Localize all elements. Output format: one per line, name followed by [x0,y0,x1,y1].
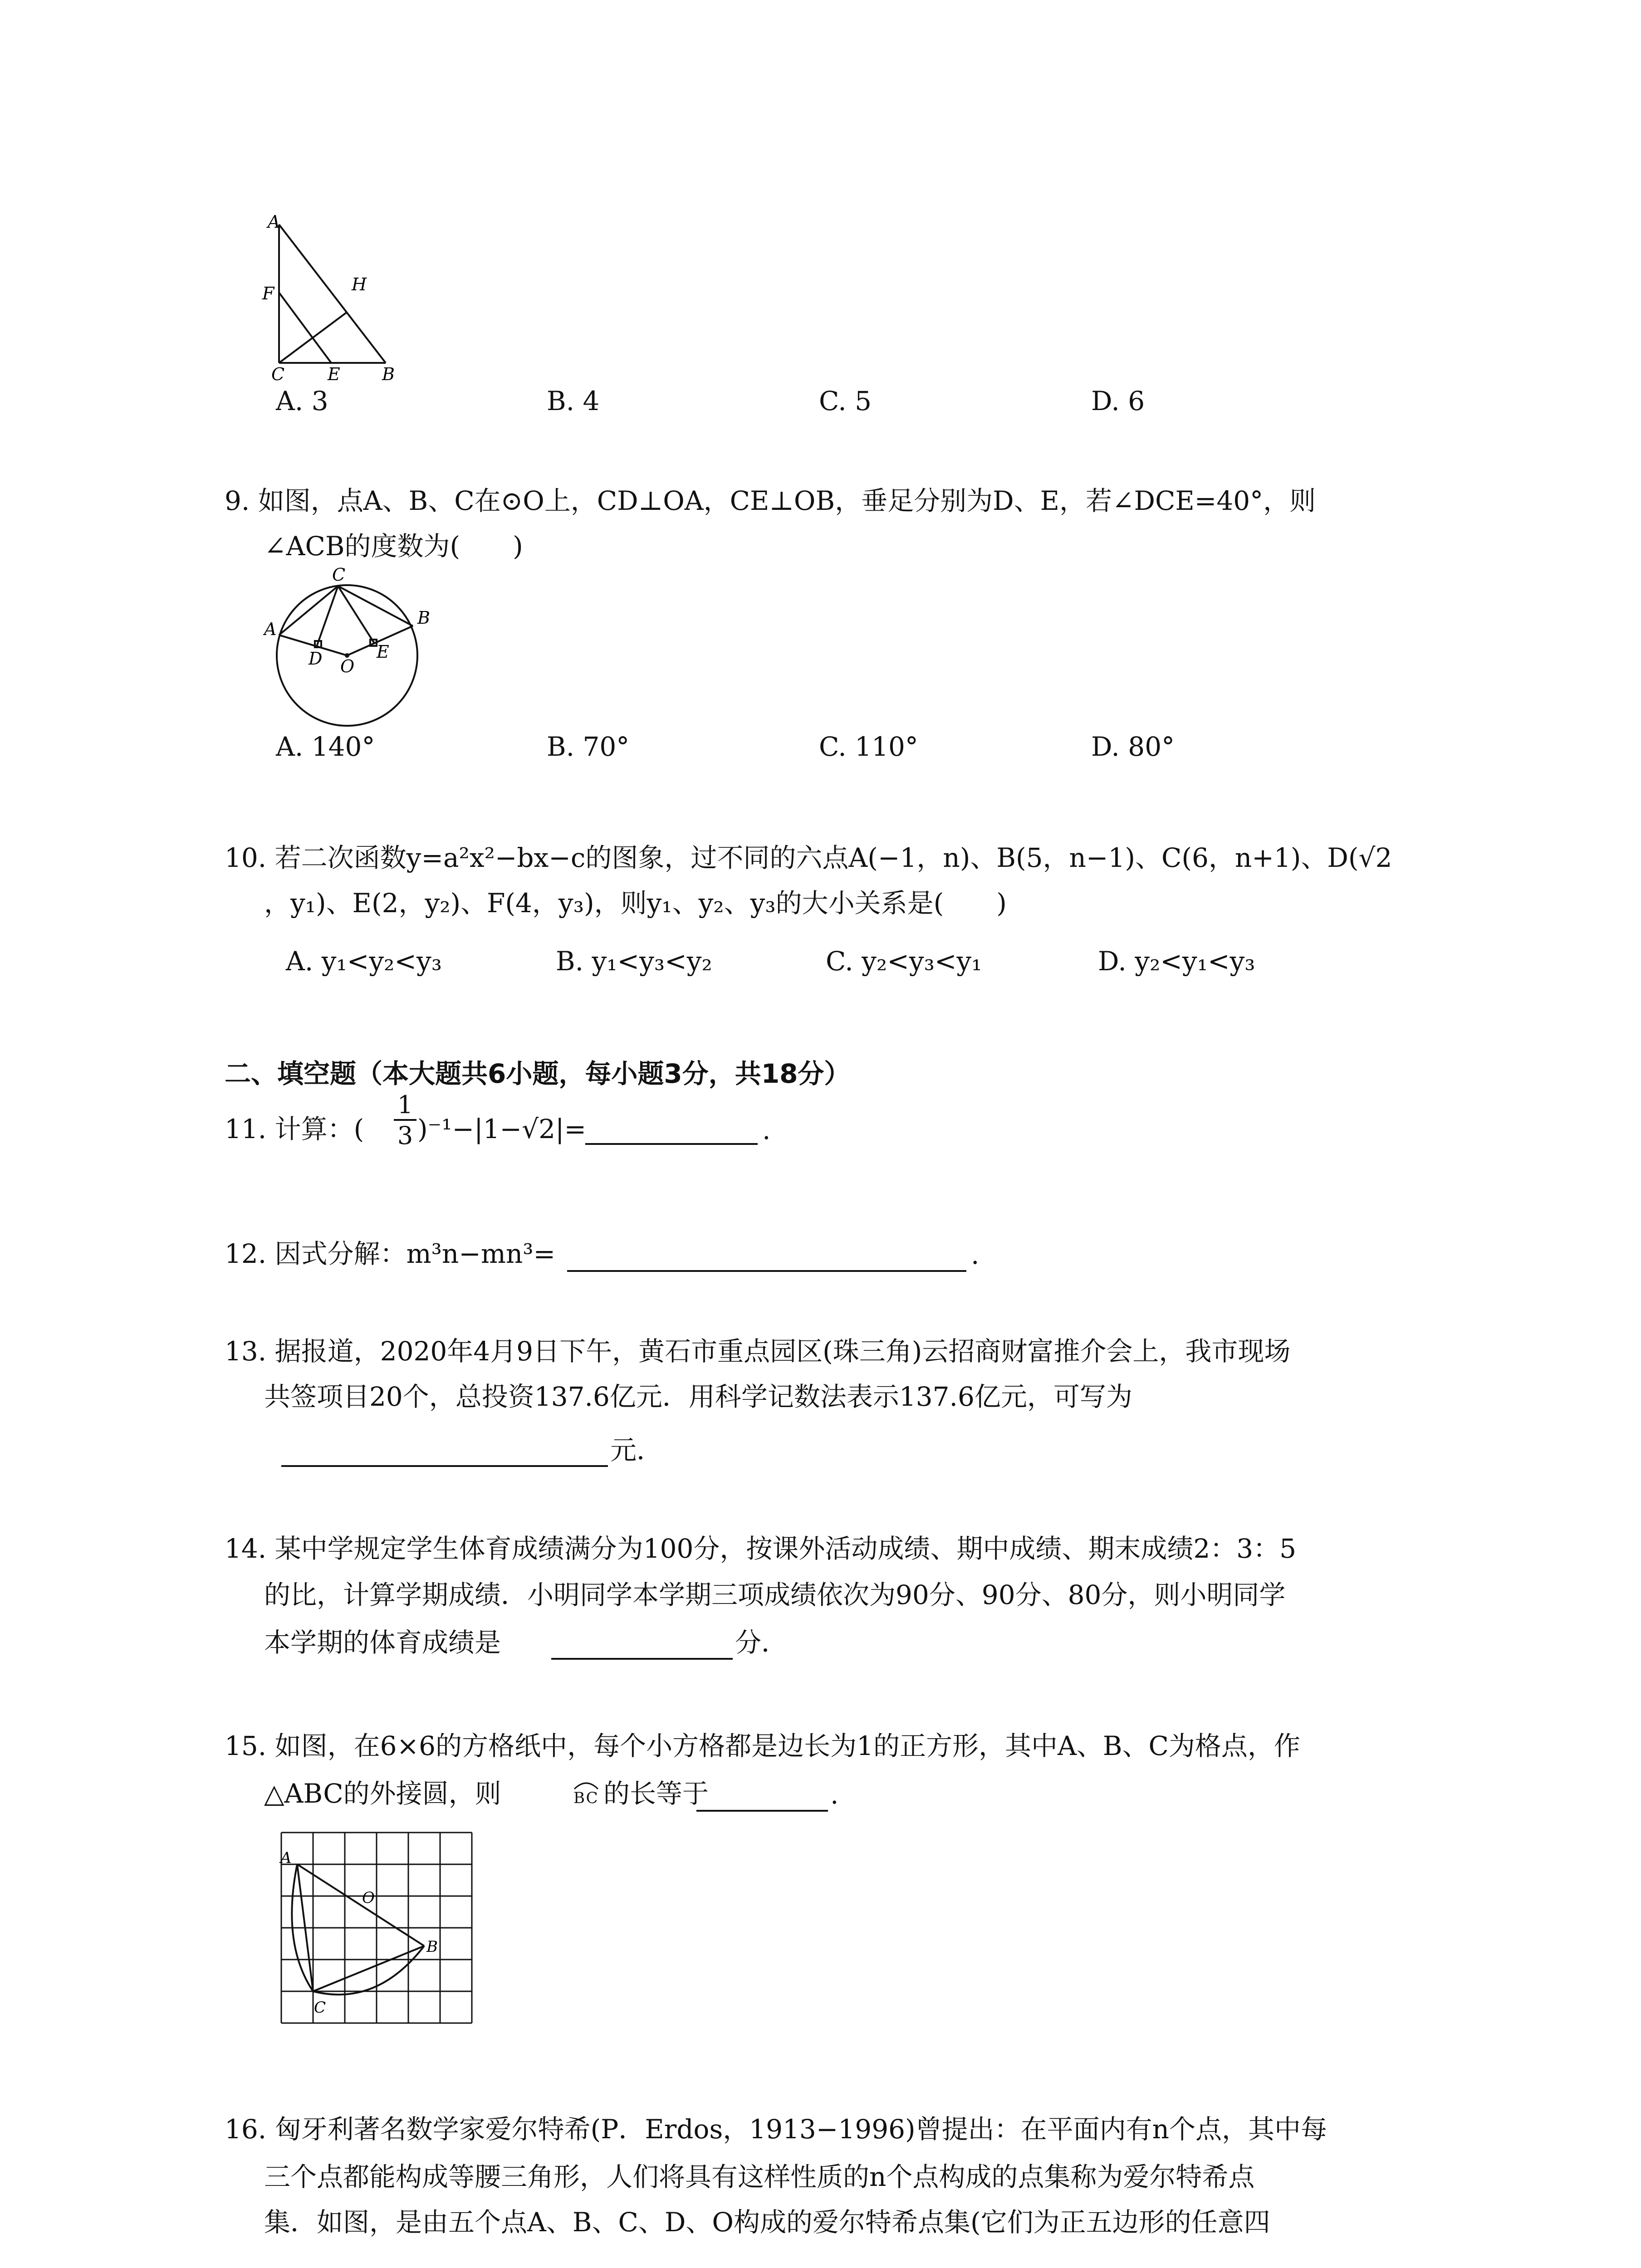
q15-label-a: A [280,1849,292,1867]
q9-label-e: E [377,642,389,662]
q12-answer-blank[interactable] [567,1270,966,1272]
q15-end: . [830,1779,839,1810]
section-2-title: 二、填空题（本大题共6小题，每小题3分，共18分） [225,1058,851,1089]
q10-stem-line1: 10. 若二次函数y=a²x²−bx−c的图象，过不同的六点A(−1，n)、B(5，n−1)、C(6，n+1)、D(√2 [225,842,1392,873]
q8-option-a[interactable]: A. 3 [276,386,328,416]
q16-stem-line1: 16. 匈牙利著名数学家爱尔特希(P．Erdos，1913−1996)曾提出：在平面内有n个点，其中每 [225,2114,1327,2145]
q15-label-b: B [426,1938,438,1956]
q10-stem-line2: ，y₁)、E(2，y₂)、F(4，y₃)，则y₁、y₂、y₃的大小关系是( ) [264,888,1007,919]
q10-option-c[interactable]: C. y₂<y₃<y₁ [826,946,982,977]
q11-fraction-denominator: 3 [397,1121,413,1150]
q15-label-c: C [314,1999,326,2017]
q8-label-e: E [328,364,340,381]
q14-end: 分． [735,1627,788,1658]
q13-answer-blank[interactable] [281,1465,608,1467]
q11-fraction-numerator: 1 [397,1090,413,1119]
q13-stem-line1: 13. 据报道，2020年4月9日下午，黄石市重点园区(珠三角)云招商财富推介会上，我市现场 [225,1336,1291,1367]
q15-grid-figure [272,1826,490,2034]
q8-triangle-figure [254,213,426,381]
q14-stem-line1: 14. 某中学规定学生体育成绩满分为100分，按课外活动成绩、期中成绩、期末成绩2：3：5 [225,1533,1297,1564]
q9-option-a[interactable]: A. 140° [276,731,375,762]
q13-stem-line2: 共签项目20个，总投资137.6亿元．用科学记数法表示137.6亿元，可写为 [264,1381,1132,1412]
q14-answer-blank[interactable] [551,1658,733,1660]
q12-stem: 12. 因式分解：m³n−mn³= [225,1238,556,1269]
q9-circle-figure [263,567,440,735]
q15-stem-line2-mid: 的长等于 [603,1778,709,1809]
q9-label-a: A [264,619,277,639]
q8-label-f: F [262,284,274,303]
q8-label-a: A [268,213,280,232]
q8-option-c[interactable]: C. 5 [819,386,872,416]
q10-option-a[interactable]: A. y₁<y₂<y₃ [286,946,442,977]
q11-prefix: 11. 计算：( [225,1114,364,1144]
q9-stem-line2: ∠ACB的度数为( ) [264,531,523,562]
q15-answer-blank[interactable] [696,1810,828,1812]
q9-option-d[interactable]: D. 80° [1091,731,1175,762]
q15-stem-line2: △ABC的外接圆，则 [264,1778,501,1809]
q11-answer-blank[interactable] [585,1143,758,1145]
q10-option-d[interactable]: D. y₂<y₁<y₃ [1098,946,1255,977]
q8-label-h: H [352,274,367,294]
q9-stem-line1: 9. 如图，点A、B、C在⊙O上，CD⊥OA，CE⊥OB，垂足分别为D、E，若∠DCE=40°，则 [225,485,1316,516]
q9-label-o: O [340,656,355,676]
q13-end: 元． [610,1435,663,1466]
q16-stem-line3: 集．如图，是由五个点A、B、C、D、O构成的爱尔特希点集(它们为正五边形的任意四 [264,2207,1270,2238]
q11-fraction [394,1091,416,1151]
q10-option-b[interactable]: B. y₁<y₃<y₂ [556,946,712,977]
q8-option-d[interactable]: D. 6 [1091,386,1145,416]
q14-stem-line2: 的比，计算学期成绩．小明同学本学期三项成绩依次为90分、90分、80分，则小明同学 [264,1579,1286,1610]
q8-label-c: C [271,364,285,381]
q9-option-b[interactable]: B. 70° [547,731,630,762]
q11-end: . [762,1114,771,1145]
q8-label-b: B [382,364,395,381]
q8-option-b[interactable]: B. 4 [547,386,600,416]
q11-suffix: )⁻¹−|1−√2|= [417,1114,587,1144]
q9-label-b: B [417,608,430,628]
q14-stem-line3: 本学期的体育成绩是 [264,1627,501,1658]
q9-option-c[interactable]: C. 110° [819,731,918,762]
q15-stem-line1: 15. 如图，在6×6的方格纸中，每个小方格都是边长为1的正方形，其中A、B、C为格点，作 [225,1730,1300,1761]
q15-label-o: O [362,1889,375,1907]
q9-label-c: C [332,567,346,585]
q16-stem-line2: 三个点都能构成等腰三角形，人们将具有这样性质的n个点构成的点集称为爱尔特希点 [264,2161,1255,2192]
q15-arc-label: BC [573,1789,599,1807]
q15-arc-notation [572,1777,601,1810]
q12-end: . [971,1239,980,1270]
q9-label-d: D [309,649,323,669]
